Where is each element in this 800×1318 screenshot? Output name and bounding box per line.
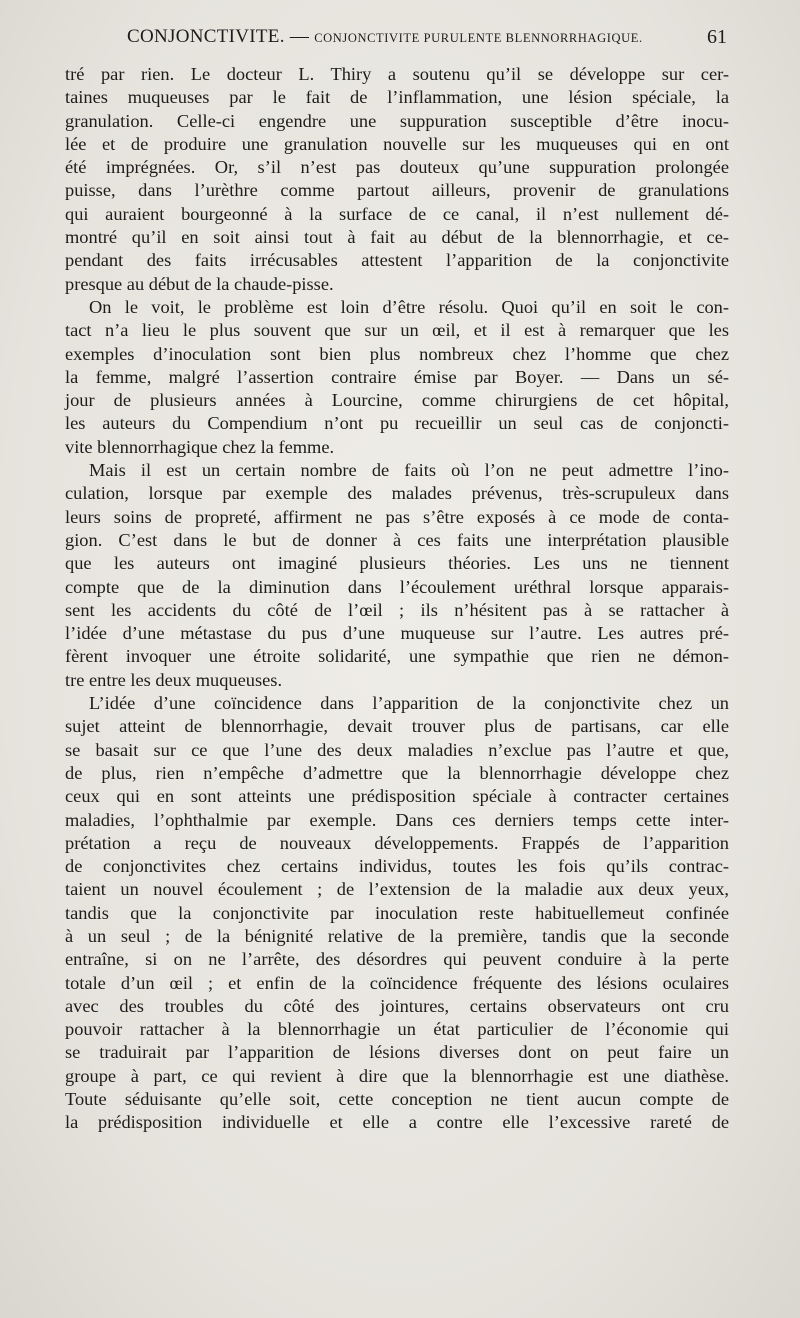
text-line: tre entre les deux muqueuses. xyxy=(65,669,283,690)
text-line: avec des troubles du côté des jointures, certains observateurs ont cru xyxy=(65,995,729,1016)
text-line: à un seul ; de la bénignité relative de la première, tandis que la seconde xyxy=(65,925,729,946)
text-line: exemples d’inoculation sont bien plus nombreux chez l’homme que chez xyxy=(65,343,729,364)
text-line: que les auteurs ont imaginé plusieurs théories. Les uns ne tiennent xyxy=(65,553,729,574)
text-line: granulation. Celle-ci engendre une suppuration susceptible d’être inocu- xyxy=(65,110,729,131)
text-line: se basait sur ce que l’une des deux maladies n’exclue pas l’autre et que, xyxy=(65,739,729,760)
text-line: jour de plusieurs années à Lourcine, comme chirurgiens de cet hôpital, xyxy=(65,390,729,411)
text-line: Mais il est un certain nombre de faits où l’on ne peut admettre l’ino- xyxy=(89,460,729,481)
text-line: l’idée d’une métastase du pus d’une muqueuse sur l’autre. Les autres pré- xyxy=(65,623,729,644)
text-line: tact n’a lieu le plus souvent que sur un œil, et il est à remarquer que les xyxy=(65,320,729,341)
chapter-title: CONJONCTIVITE. xyxy=(127,26,285,47)
running-header xyxy=(127,26,727,56)
text-line: Toute séduisante qu’elle soit, cette conception ne tient aucun compte de xyxy=(65,1089,729,1110)
text-line: tandis que la conjonctivite par inoculation reste habituellemeut confinée xyxy=(65,902,729,923)
text-line: prétation a reçu de nouveaux développements. Frappés de l’apparition xyxy=(65,832,729,853)
text-line: de plus, rien n’empêche d’admettre que la blennorrhagie développe chez xyxy=(65,762,729,783)
text-line: fèrent invoquer une étroite solidarité, une sympathie que rien ne démon- xyxy=(65,646,729,667)
text-line: qui auraient bourgeonné à la surface de ce canal, il n’est nullement dé- xyxy=(65,203,729,224)
text-line: lée et de produire une granulation nouvelle sur les muqueuses qui en ont xyxy=(65,133,729,154)
text-line: été imprégnées. Or, s’il n’est pas douteux qu’une suppuration prolongée xyxy=(65,157,729,178)
text-line: maladies, l’ophthalmie par exemple. Dans ces derniers temps cette inter- xyxy=(65,809,729,830)
text-line: culation, lorsque par exemple des malades prévenus, très-scrupuleux dans xyxy=(65,483,729,504)
text-line: leurs soins de propreté, affirment ne pas s’être exposés à ce mode de conta- xyxy=(65,506,729,527)
text-line: puisse, dans l’urèthre comme partout ailleurs, provenir de granulations xyxy=(65,180,729,201)
text-line: la femme, malgré l’assertion contraire émise par Boyer. — Dans un sé- xyxy=(65,366,729,387)
text-line: se traduirait par l’apparition de lésions diverses dont on peut faire un xyxy=(65,1042,729,1063)
text-line: compte que de la diminution dans l’écoulement uréthral lorsque apparais- xyxy=(65,576,729,597)
page-number: 61 xyxy=(707,26,727,48)
text-line: On le voit, le problème est loin d’être résolu. Quoi qu’il en soit le con- xyxy=(89,296,729,317)
text-line: tré par rien. Le docteur L. Thiry a soutenu qu’il se développe sur cer- xyxy=(65,64,729,84)
text-line: taient un nouvel écoulement ; de l’extension de la maladie aux deux yeux, xyxy=(65,879,729,900)
text-line: sent les accidents du côté de l’œil ; ils n’hésitent pas à se rattacher à xyxy=(65,599,729,620)
title-separator: — xyxy=(284,26,315,47)
section-title: CONJONCTIVITE PURULENTE BLENNORRHAGIQUE. xyxy=(314,31,643,45)
text-line: totale d’un œil ; et enfin de la coïncidence fréquente des lésions oculaires xyxy=(65,972,729,993)
text-line: groupe à part, ce qui revient à dire que la blennorrhagie est une diathèse. xyxy=(65,1065,729,1086)
text-line: gion. C’est dans le but de donner à ces faits une interprétation plausible xyxy=(65,529,729,550)
text-line: L’idée d’une coïncidence dans l’apparition de la conjonctivite chez un xyxy=(89,693,729,714)
text-line: les auteurs du Compendium n’ont pu recueillir un seul cas de conjoncti- xyxy=(65,413,729,434)
text-line: taines muqueuses par le fait de l’inflammation, une lésion spéciale, la xyxy=(65,87,729,108)
text-line: pouvoir rattacher à la blennorrhagie un état particulier de l’économie qui xyxy=(65,1019,729,1040)
text-line: ceux qui en sont atteints une prédisposition spéciale à contracter certaines xyxy=(65,786,729,807)
text-line: de conjonctivites chez certains individus, toutes les fois qu’ils contrac- xyxy=(65,856,729,877)
text-line: presque au début de la chaude-pisse. xyxy=(65,273,334,294)
text-line: sujet atteint de blennorrhagie, devait trouver plus de partisans, car elle xyxy=(65,716,729,737)
running-title xyxy=(127,26,643,48)
text-line: vite blennorrhagique chez la femme. xyxy=(65,436,335,457)
text-line: la prédisposition individuelle et elle a contre elle l’excessive rareté de xyxy=(65,1112,729,1133)
body-text xyxy=(65,63,729,1135)
text-line: entraîne, si on ne l’arrête, des désordres qui peuvent conduire à la perte xyxy=(65,949,729,970)
text-line: pendant des faits irrécusables attestent l’apparition de la conjonctivite xyxy=(65,250,729,271)
text-line: montré qu’il en soit ainsi tout à fait au début de la blennorrhagie, et ce- xyxy=(65,227,729,248)
